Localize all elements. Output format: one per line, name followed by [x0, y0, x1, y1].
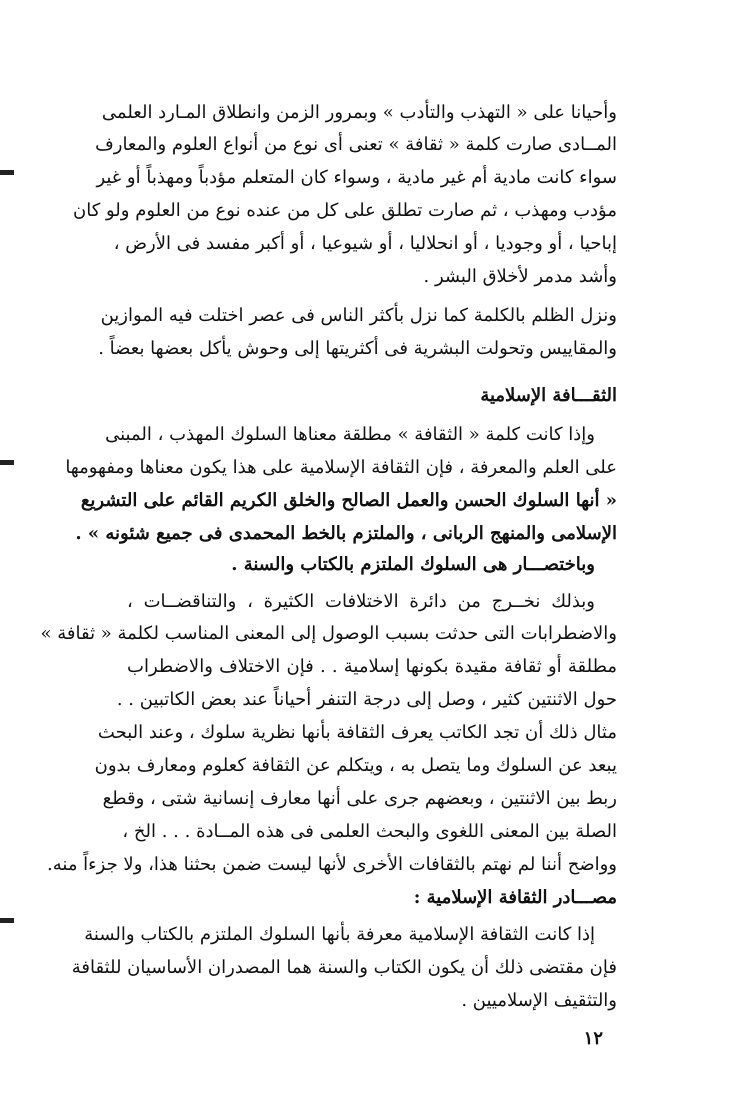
- text-line-bold: وباختصـــار هى السلوك الملتزم بالكتاب والسنة .: [231, 554, 595, 575]
- text-line: والاضطرابات التى حدثت بسبب الوصول إلى المعنى المناسب لكلمة « ثقافة »: [40, 623, 617, 644]
- text-line: إباحيا ، أو وجوديا ، أو انحلاليا ، أو شيوعيا ، أو أكبر مفسد فى الأرض ،: [113, 233, 617, 254]
- text-line: يبعد عن السلوك وما يتصل به ، ويتكلم عن الثقافة كعلوم ومعارف بدون: [94, 755, 617, 776]
- text-line: الصلة بين المعنى اللغوى والبحث العلمى فى هذه المــادة . . . الخ ،: [122, 821, 617, 842]
- text-line: حول الاثنتين كثير ، وصل إلى درجة التنفر أحياناً عند بعض الكاتبين . .: [116, 689, 617, 710]
- text-line: وواضح أننا لم نهتم بالثقافات الأخرى لأنها ليست ضمن بحثنا هذا، ولا جزءاً منه.: [47, 854, 617, 875]
- text-line-bold: « أنها السلوك الحسن والعمل الصالح والخلق الكريم القائم على التشريع: [80, 490, 617, 511]
- text-line: فإن مقتضى ذلك أن يكون الكتاب والسنة هما المصدران الأساسيان للثقافة: [71, 957, 617, 978]
- text-line: وأحيانا على « التهذب والتأدب » وبمرور الزمن وانطلاق المـارد العلمى: [101, 102, 617, 123]
- text-line: والتثقيف الإسلاميين .: [461, 990, 617, 1011]
- text-line: المــادى صارت كلمة « ثقافة » تعنى أى نوع من أنواع العلوم والمعارف: [95, 134, 617, 155]
- margin-mark: [0, 170, 14, 175]
- text-line: ربط بين الاثنتين ، وبعضهم جرى على أنها معارف إنسانية شتى ، وقطع: [102, 788, 617, 809]
- text-line: والمقاييس وتحولت البشرية فى أكثريتها إلى وحوش يأكل بعضها بعضاً .: [98, 338, 617, 359]
- text-line: سواء كانت مادية أم غير مادية ، وسواء كان المتعلم مؤدباً ومهذباً أو غير: [96, 167, 617, 188]
- text-line: إذا كانت الثقافة الإسلامية معرفة بأنها السلوك الملتزم بالكتاب والسنة: [84, 924, 595, 945]
- text-line: مثال ذلك أن تجد الكاتب يعرف الثقافة بأنها نظرية سلوك ، وعند البحث: [97, 722, 617, 743]
- margin-mark: [0, 918, 14, 923]
- text-line-bold: الإسلامى والمنهج الربانى ، والملتزم بالخط المحمدى فى جميع شئونه » .: [75, 523, 617, 544]
- section-heading: الثقـــافة الإسلامية: [480, 385, 617, 406]
- text-line: على العلم والمعرفة ، فإن الثقافة الإسلامية على هذا يكون معناها ومفهومها: [65, 457, 617, 478]
- text-line: ونزل الظلم بالكلمة كما نزل بأكثر الناس فى عصر اختلت فيه الموازين: [100, 305, 617, 326]
- section-heading: مصـــادر الثقافة الإسلامية :: [413, 887, 617, 908]
- text-line: مطلقة أو ثقافة مقيدة بكونها إسلامية . . فإن الاختلاف والاضطراب: [127, 656, 617, 677]
- text-line: مؤدب ومهذب ، ثم صارت تطلق على كل من عنده نوع من العلوم ولو كان: [73, 200, 617, 221]
- text-line: وبذلك نخــرج من دائرة الاختلافات الكثيرة ، والتناقضــات ،: [127, 591, 595, 612]
- text-line: وإذا كانت كلمة « الثقافة » مطلقة معناها السلوك المهذب ، المبنى: [105, 424, 595, 445]
- text-line: وأشد مدمر لأخلاق البشر .: [423, 266, 617, 287]
- margin-mark: [0, 460, 14, 465]
- page-number: ١٢: [583, 1028, 603, 1049]
